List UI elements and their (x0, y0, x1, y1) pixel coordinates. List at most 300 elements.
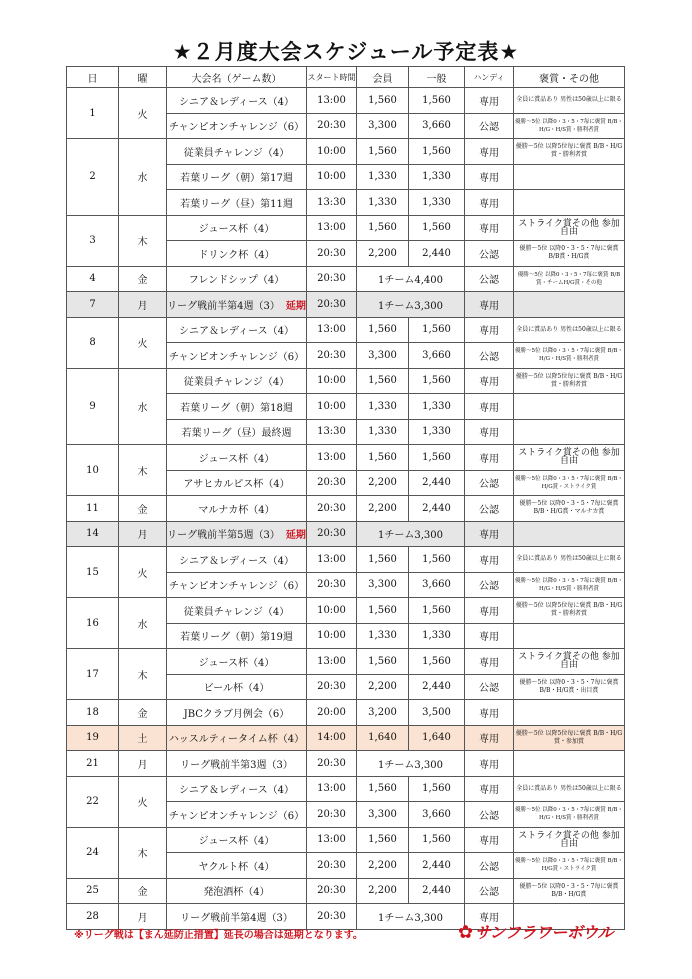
weekday-cell: 木 (119, 827, 167, 878)
sunflower-icon: ✿ (458, 922, 473, 943)
member-fee-cell: 2,200 (357, 674, 409, 700)
handicap-cell: 専用 (465, 164, 514, 190)
table-row (67, 649, 625, 675)
event-name-cell (167, 419, 307, 445)
member-fee-cell: 1,560 (357, 547, 409, 573)
start-time-cell: 20:30 (307, 674, 357, 700)
header-date: 日 (67, 67, 119, 88)
weekday-cell: 火 (119, 547, 167, 598)
event-name: リーグ戦前半第5週（3） (167, 530, 280, 542)
start-time-cell: 13:00 (307, 215, 357, 241)
member-fee-cell: 1,330 (357, 419, 409, 445)
general-fee-cell: 2,440 (409, 878, 465, 904)
awards-cell (514, 190, 625, 216)
handicap-cell: 専用 (465, 445, 514, 471)
team-fee-cell: 1チーム3,300 (357, 904, 465, 930)
date-cell: 3 (67, 215, 119, 266)
postponed-label: 延期 (285, 530, 306, 542)
start-time-cell: 13:00 (307, 776, 357, 802)
member-fee-cell: 2,200 (357, 470, 409, 496)
member-fee-cell: 2,200 (357, 496, 409, 522)
general-fee-cell: 2,440 (409, 674, 465, 700)
awards-cell: 優勝～5位 以降0・3・5・7毎に褒賞 B/B・H/G・H/S賞・勝利者賞 (514, 343, 625, 369)
table-row (67, 368, 625, 394)
event-name: リーグ戦前半第4週（3） (167, 300, 280, 312)
general-fee-cell: 2,440 (409, 496, 465, 522)
handicap-cell: 専用 (465, 700, 514, 726)
member-fee-cell: 3,300 (357, 343, 409, 369)
table-row (67, 776, 625, 802)
date-cell: 17 (67, 649, 119, 700)
general-fee-cell: 1,560 (409, 827, 465, 853)
start-time-cell: 20:30 (307, 802, 357, 828)
general-fee-cell: 3,660 (409, 113, 465, 139)
awards-cell: ストライク賞その他 参加自由 (514, 215, 625, 241)
handicap-cell: 専用 (465, 419, 514, 445)
header-member-fee: 会員 (357, 67, 409, 88)
handicap-cell: 専用 (465, 317, 514, 343)
awards-cell (514, 394, 625, 420)
table-row (67, 547, 625, 573)
schedule-body (67, 88, 625, 930)
table-row (67, 266, 625, 292)
general-fee-cell: 1,560 (409, 139, 465, 165)
event-name-cell (167, 853, 307, 879)
start-time-cell: 20:30 (307, 751, 357, 777)
table-row (67, 88, 625, 114)
date-cell: 1 (67, 88, 119, 139)
event-name-cell (167, 827, 307, 853)
awards-cell: 優勝～5位 以降0・3・5・7毎に褒賞 B/B・H/G賞 (514, 878, 625, 904)
handicap-cell: 専用 (465, 292, 514, 318)
general-fee-cell: 1,640 (409, 725, 465, 751)
table-row (67, 139, 625, 165)
awards-cell: 優勝～5位 以降0・3・5・7毎に褒賞 B/B・H/G賞・マルナカ賞 (514, 496, 625, 522)
event-name-cell (167, 725, 307, 751)
handicap-cell: 専用 (465, 725, 514, 751)
start-time-cell: 10:00 (307, 394, 357, 420)
weekday-cell: 月 (119, 751, 167, 777)
start-time-cell: 10:00 (307, 598, 357, 624)
event-name-cell (167, 674, 307, 700)
general-fee-cell: 3,500 (409, 700, 465, 726)
general-fee-cell: 1,560 (409, 649, 465, 675)
member-fee-cell: 3,300 (357, 572, 409, 598)
general-fee-cell: 1,330 (409, 164, 465, 190)
general-fee-cell: 2,440 (409, 241, 465, 267)
general-fee-cell: 1,560 (409, 598, 465, 624)
start-time-cell: 13:00 (307, 445, 357, 471)
event-name: シニア＆レディース（4） (178, 96, 295, 108)
date-cell: 7 (67, 292, 119, 318)
event-name-cell (167, 700, 307, 726)
member-fee-cell: 1,560 (357, 88, 409, 114)
date-cell: 28 (67, 904, 119, 930)
handicap-cell: 専用 (465, 394, 514, 420)
event-name-cell (167, 649, 307, 675)
member-fee-cell: 2,200 (357, 241, 409, 267)
general-fee-cell: 3,660 (409, 802, 465, 828)
awards-cell (514, 700, 625, 726)
event-name: アサヒカルピス杯（4） (183, 479, 290, 491)
start-time-cell: 10:00 (307, 164, 357, 190)
table-row (67, 317, 625, 343)
weekday-cell: 木 (119, 445, 167, 496)
handicap-cell: 公認 (465, 266, 514, 292)
table-row (67, 445, 625, 471)
general-fee-cell: 1,560 (409, 368, 465, 394)
event-name-cell (167, 113, 307, 139)
weekday-cell: 月 (119, 292, 167, 318)
date-cell: 11 (67, 496, 119, 522)
start-time-cell: 13:00 (307, 827, 357, 853)
handicap-cell: 公認 (465, 572, 514, 598)
weekday-cell: 月 (119, 521, 167, 547)
handicap-cell: 専用 (465, 827, 514, 853)
general-fee-cell: 1,560 (409, 317, 465, 343)
start-time-cell: 20:30 (307, 572, 357, 598)
date-cell: 19 (67, 725, 119, 751)
event-name-cell (167, 88, 307, 114)
event-name-cell (167, 802, 307, 828)
event-name: 若葉リーグ（朝）第18週 (180, 402, 293, 414)
postponed-label: 延期 (285, 300, 306, 312)
awards-cell (514, 751, 625, 777)
event-name-cell (167, 368, 307, 394)
awards-cell: 全員に賞品あり 男性は50歳以上に限る (514, 317, 625, 343)
awards-cell (514, 521, 625, 547)
member-fee-cell: 1,330 (357, 394, 409, 420)
weekday-cell: 火 (119, 776, 167, 827)
member-fee-cell: 1,560 (357, 445, 409, 471)
awards-cell: 優勝～5位 以降5位毎に褒賞 B/B・H/G賞・勝利者賞 (514, 368, 625, 394)
awards-cell: 優勝～5位 以降0・3・5・7毎に褒賞 B/B賞・チームH/G賞・その他 (514, 266, 625, 292)
handicap-cell: 公認 (465, 496, 514, 522)
event-name-cell (167, 751, 307, 777)
member-fee-cell: 1,560 (357, 317, 409, 343)
event-name: 従業員チャレンジ（4） (183, 147, 290, 159)
event-name: ジュース杯（4） (198, 224, 275, 236)
event-name: シニア＆レディース（4） (178, 555, 295, 567)
date-cell: 24 (67, 827, 119, 878)
schedule-table (66, 66, 625, 930)
event-name: 発泡酒杯（4） (203, 887, 270, 899)
header-awards: 褒賞・その他 (514, 67, 625, 88)
event-name: ヤクルト杯（4） (198, 861, 275, 873)
event-name-cell (167, 598, 307, 624)
start-time-cell: 20:30 (307, 113, 357, 139)
event-name-cell (167, 776, 307, 802)
event-name-cell (167, 470, 307, 496)
footer-note: ※リーグ戦は【まん延防止措置】延長の場合は延期となります。 (74, 930, 363, 941)
header-general-fee: 一般 (409, 67, 465, 88)
weekday-cell: 土 (119, 725, 167, 751)
start-time-cell: 20:30 (307, 266, 357, 292)
general-fee-cell: 1,560 (409, 445, 465, 471)
awards-cell (514, 623, 625, 649)
general-fee-cell: 2,440 (409, 470, 465, 496)
awards-cell: 優勝～5位 以降0・3・5・7毎に褒賞 B/B・H/G・H/S賞・勝利者賞 (514, 572, 625, 598)
date-cell: 18 (67, 700, 119, 726)
table-row (67, 215, 625, 241)
brand-name: サンフラワーボウル (474, 923, 613, 942)
handicap-cell: 専用 (465, 88, 514, 114)
weekday-cell: 金 (119, 878, 167, 904)
event-name: 従業員チャレンジ（4） (183, 606, 290, 618)
handicap-cell: 公認 (465, 343, 514, 369)
table-row (67, 725, 625, 751)
start-time-cell: 20:30 (307, 470, 357, 496)
weekday-cell: 金 (119, 496, 167, 522)
general-fee-cell: 2,440 (409, 853, 465, 879)
handicap-cell: 専用 (465, 547, 514, 573)
start-time-cell: 20:30 (307, 853, 357, 879)
table-row (67, 598, 625, 624)
handicap-cell: 専用 (465, 776, 514, 802)
date-cell: 14 (67, 521, 119, 547)
event-name-cell (167, 292, 307, 318)
member-fee-cell: 1,560 (357, 649, 409, 675)
awards-cell: ストライク賞その他 参加自由 (514, 445, 625, 471)
event-name: ドリンク杯（4） (198, 249, 275, 261)
event-name: 若葉リーグ（朝）第19週 (180, 632, 293, 644)
handicap-cell: 公認 (465, 802, 514, 828)
start-time-cell: 20:30 (307, 292, 357, 318)
handicap-cell: 公認 (465, 878, 514, 904)
date-cell: 25 (67, 878, 119, 904)
table-row (67, 827, 625, 853)
awards-cell (514, 292, 625, 318)
event-name-cell (167, 343, 307, 369)
event-name-cell (167, 317, 307, 343)
date-cell: 21 (67, 751, 119, 777)
event-name-cell (167, 266, 307, 292)
date-cell: 9 (67, 368, 119, 445)
event-name: ジュース杯（4） (198, 453, 275, 465)
awards-cell: 全員に賞品あり 男性は50歳以上に限る (514, 88, 625, 114)
event-name-cell (167, 445, 307, 471)
handicap-cell: 専用 (465, 623, 514, 649)
table-row (67, 521, 625, 547)
start-time-cell: 20:30 (307, 343, 357, 369)
event-name: ビール杯（4） (203, 683, 270, 695)
event-name-cell (167, 623, 307, 649)
team-fee-cell: 1チーム3,300 (357, 521, 465, 547)
weekday-cell: 火 (119, 317, 167, 368)
general-fee-cell: 1,330 (409, 419, 465, 445)
awards-cell: ストライク賞その他 参加自由 (514, 649, 625, 675)
team-fee-cell: 1チーム4,400 (357, 266, 465, 292)
event-name: シニア＆レディース（4） (178, 326, 295, 338)
start-time-cell: 13:00 (307, 547, 357, 573)
weekday-cell: 月 (119, 904, 167, 930)
start-time-cell: 10:00 (307, 368, 357, 394)
awards-cell: ストライク賞その他 参加自由 (514, 827, 625, 853)
event-name: シニア＆レディース（4） (178, 785, 295, 797)
event-name: ジュース杯（4） (198, 836, 275, 848)
member-fee-cell: 3,300 (357, 802, 409, 828)
weekday-cell: 水 (119, 139, 167, 216)
awards-cell: 優勝～5位 以降0・3・5・7毎に褒賞 B/B賞・H/G賞 (514, 241, 625, 267)
general-fee-cell: 3,660 (409, 343, 465, 369)
start-time-cell: 13:00 (307, 317, 357, 343)
event-name: チャンピオンチャレンジ（6） (168, 810, 305, 822)
member-fee-cell: 3,200 (357, 700, 409, 726)
table-row (67, 496, 625, 522)
event-name: マルナカ杯（4） (198, 504, 275, 516)
awards-cell (514, 164, 625, 190)
brand-logo (458, 920, 613, 943)
event-name-cell (167, 521, 307, 547)
date-cell: 22 (67, 776, 119, 827)
start-time-cell: 13:30 (307, 419, 357, 445)
awards-cell (514, 419, 625, 445)
event-name-cell (167, 215, 307, 241)
start-time-cell: 13:30 (307, 190, 357, 216)
handicap-cell: 専用 (465, 751, 514, 777)
header-start-time: スタート時間 (307, 67, 357, 88)
event-name: 若葉リーグ（昼）第11週 (180, 198, 293, 210)
handicap-cell: 専用 (465, 904, 514, 930)
event-name: 従業員チャレンジ（4） (183, 377, 290, 389)
awards-cell: 全員に賞品あり 男性は50歳以上に限る (514, 776, 625, 802)
general-fee-cell: 3,660 (409, 572, 465, 598)
start-time-cell: 14:00 (307, 725, 357, 751)
header-weekday: 曜 (119, 67, 167, 88)
weekday-cell: 火 (119, 88, 167, 139)
handicap-cell: 専用 (465, 139, 514, 165)
event-name-cell (167, 139, 307, 165)
member-fee-cell: 1,330 (357, 164, 409, 190)
awards-cell: 優勝～5位 以降0・3・5・7毎に褒賞 B/B・H/G賞・ストライク賞 (514, 853, 625, 879)
member-fee-cell: 1,330 (357, 623, 409, 649)
weekday-cell: 水 (119, 368, 167, 445)
general-fee-cell: 1,560 (409, 88, 465, 114)
event-name: チャンピオンチャレンジ（6） (168, 122, 305, 134)
header-event-name: 大会名（ゲーム数） (167, 67, 307, 88)
member-fee-cell: 1,560 (357, 139, 409, 165)
handicap-cell: 専用 (465, 215, 514, 241)
start-time-cell: 20:30 (307, 878, 357, 904)
handicap-cell: 公認 (465, 241, 514, 267)
handicap-cell: 専用 (465, 190, 514, 216)
handicap-cell: 公認 (465, 113, 514, 139)
page-title: ★２月度大会スケジュール予定表★ (172, 40, 520, 64)
start-time-cell: 20:30 (307, 241, 357, 267)
general-fee-cell: 1,560 (409, 547, 465, 573)
start-time-cell: 13:00 (307, 88, 357, 114)
awards-cell: 全員に賞品あり 男性は50歳以上に限る (514, 547, 625, 573)
header-row (67, 67, 625, 88)
event-name-cell (167, 394, 307, 420)
start-time-cell: 10:00 (307, 623, 357, 649)
table-row (67, 700, 625, 726)
handicap-cell: 専用 (465, 649, 514, 675)
awards-cell: 優勝～5位 以降0・3・5・7毎に褒賞 B/B・H/G・H/S賞・勝利者賞 (514, 113, 625, 139)
event-name: JBCクラブ月例会（6） (183, 708, 290, 720)
start-time-cell: 20:30 (307, 904, 357, 930)
start-time-cell: 13:00 (307, 649, 357, 675)
awards-cell: 優勝～5位 以降0・3・5・7毎に褒賞 B/B・H/G賞・出目賞 (514, 674, 625, 700)
table-row (67, 751, 625, 777)
event-name-cell (167, 241, 307, 267)
weekday-cell: 水 (119, 598, 167, 649)
awards-cell: 優勝～5位 以降0・3・5・7毎に褒賞 B/B・H/G賞・ストライク賞 (514, 470, 625, 496)
member-fee-cell: 1,560 (357, 215, 409, 241)
date-cell: 15 (67, 547, 119, 598)
event-name: 若葉リーグ（昼）最終週 (181, 428, 292, 440)
date-cell: 16 (67, 598, 119, 649)
header-handicap: ハンディ (465, 67, 514, 88)
general-fee-cell: 1,330 (409, 623, 465, 649)
awards-cell: 優勝～5位 以降5位毎に褒賞 B/B・H/G賞・勝利者賞 (514, 598, 625, 624)
start-time-cell: 20:30 (307, 521, 357, 547)
event-name-cell (167, 496, 307, 522)
general-fee-cell: 1,330 (409, 394, 465, 420)
member-fee-cell: 2,200 (357, 878, 409, 904)
event-name: フレンドシップ（4） (188, 275, 285, 287)
date-cell: 4 (67, 266, 119, 292)
start-time-cell: 20:00 (307, 700, 357, 726)
member-fee-cell: 1,560 (357, 368, 409, 394)
member-fee-cell: 1,560 (357, 776, 409, 802)
member-fee-cell: 2,200 (357, 853, 409, 879)
event-name: 若葉リーグ（朝）第17週 (180, 173, 293, 185)
event-name: ジュース杯（4） (198, 657, 275, 669)
date-cell: 10 (67, 445, 119, 496)
start-time-cell: 10:00 (307, 139, 357, 165)
event-name-cell (167, 164, 307, 190)
general-fee-cell: 1,330 (409, 190, 465, 216)
awards-cell: 優勝～5位 以降0・3・5・7毎に褒賞 B/B・H/G・H/S賞・勝利者賞 (514, 802, 625, 828)
event-name: ハッスルティータイム杯（4） (168, 734, 305, 746)
team-fee-cell: 1チーム3,300 (357, 751, 465, 777)
awards-cell: 優勝～5位 以降5位毎に褒賞 B/B・H/G賞・勝利者賞 (514, 139, 625, 165)
weekday-cell: 木 (119, 649, 167, 700)
event-name-cell (167, 878, 307, 904)
handicap-cell: 専用 (465, 521, 514, 547)
event-name: チャンピオンチャレンジ（6） (168, 581, 305, 593)
member-fee-cell: 1,330 (357, 190, 409, 216)
date-cell: 2 (67, 139, 119, 216)
weekday-cell: 金 (119, 266, 167, 292)
event-name: チャンピオンチャレンジ（6） (168, 351, 305, 363)
awards-cell: 優勝～5位 以降5位毎に褒賞 B/B・H/G賞・参加賞 (514, 725, 625, 751)
handicap-cell: 公認 (465, 470, 514, 496)
member-fee-cell: 3,300 (357, 113, 409, 139)
weekday-cell: 木 (119, 215, 167, 266)
start-time-cell: 20:30 (307, 496, 357, 522)
general-fee-cell: 1,560 (409, 215, 465, 241)
general-fee-cell: 1,560 (409, 776, 465, 802)
event-name-cell (167, 190, 307, 216)
date-cell: 8 (67, 317, 119, 368)
event-name-cell (167, 547, 307, 573)
member-fee-cell: 1,560 (357, 827, 409, 853)
event-name: リーグ戦前半第4週（3） (180, 912, 293, 924)
handicap-cell: 公認 (465, 853, 514, 879)
member-fee-cell: 1,640 (357, 725, 409, 751)
handicap-cell: 専用 (465, 368, 514, 394)
member-fee-cell: 1,560 (357, 598, 409, 624)
team-fee-cell: 1チーム3,300 (357, 292, 465, 318)
event-name: リーグ戦前半第3週（3） (180, 759, 293, 771)
table-row (67, 292, 625, 318)
weekday-cell: 金 (119, 700, 167, 726)
event-name-cell (167, 572, 307, 598)
handicap-cell: 公認 (465, 674, 514, 700)
table-row (67, 878, 625, 904)
